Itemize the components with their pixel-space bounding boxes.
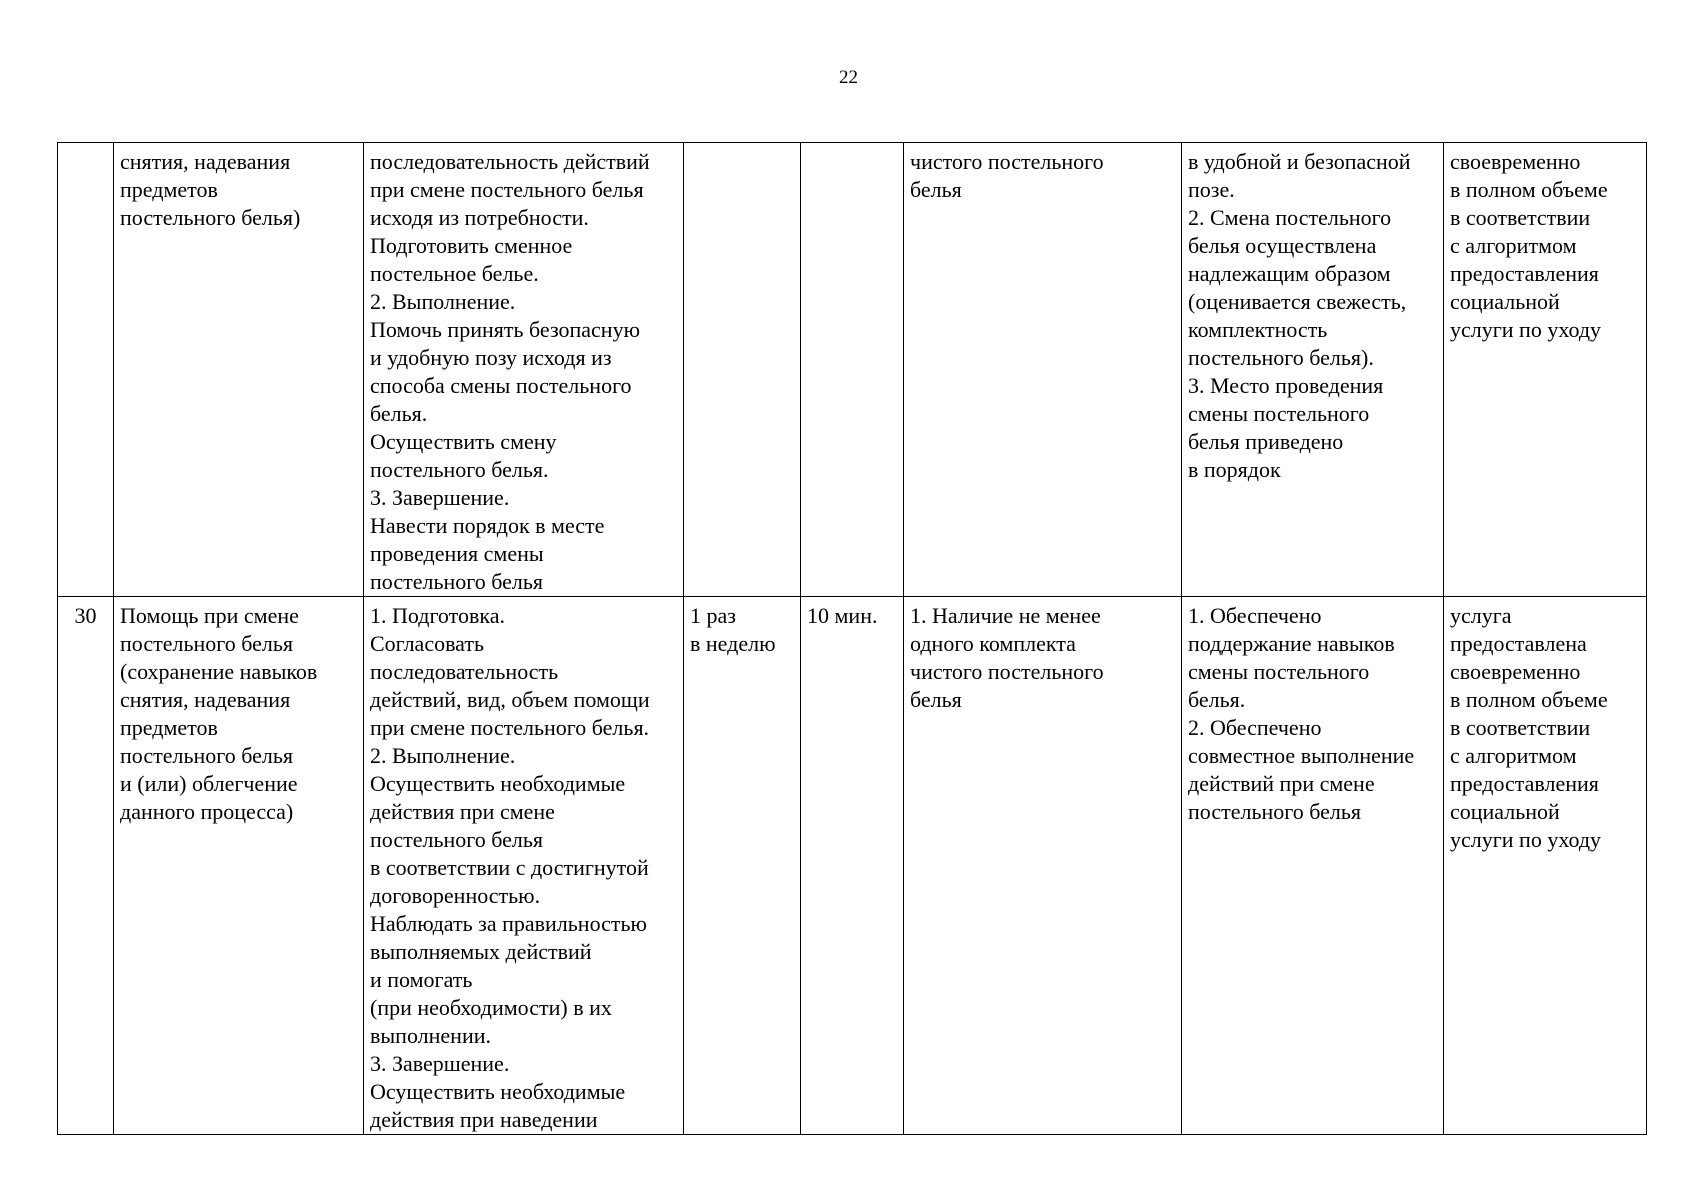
cell-text-line: Осуществить смену (370, 429, 557, 454)
table-row (58, 143, 1647, 597)
cell-service-name (114, 597, 364, 1135)
cell-text-line: одного комплекта (910, 631, 1076, 656)
cell-text-line: постельного белья) (120, 205, 301, 230)
cell-frequency (684, 143, 801, 597)
cell-text-line: снятия, надевания (120, 687, 291, 712)
cell-text-line: предоставления (1450, 261, 1599, 286)
cell-text-line: действия при смене (370, 799, 555, 824)
cell-frequency (684, 597, 801, 1135)
cell-text-line: комплектность (1188, 317, 1328, 342)
cell-text-line: при смене постельного белья (370, 177, 644, 202)
cell-text-line: социальной (1450, 289, 1560, 314)
cell-text-line: снятия, надевания (120, 149, 291, 174)
cell-text-line: услуга (1450, 603, 1512, 628)
cell-text-line: договоренностью. (370, 883, 541, 908)
cell-text-line: 3. Завершение. (370, 1051, 510, 1076)
cell-text-line: проведения смены (370, 541, 544, 566)
cell-text-line: 2. Обеспечено (1188, 715, 1322, 740)
cell-text-line: смены постельного (1188, 659, 1370, 684)
cell-text-line: последовательность (370, 659, 559, 684)
cell-text-line: совместное выполнение (1188, 743, 1415, 768)
cell-text-line: в порядок (1188, 457, 1281, 482)
cell-number: 30 (58, 597, 114, 1135)
cell-text-line: 2. Смена постельного (1188, 205, 1392, 230)
cell-text-line: постельного белья. (370, 457, 549, 482)
cell-text-line: Осуществить необходимые (370, 771, 626, 796)
cell-text-line: (сохранение навыков (120, 659, 318, 684)
cell-text-line: белья. (370, 401, 428, 426)
cell-text-line: белья (910, 177, 962, 202)
cell-text-line: и удобную позу исходя из (370, 345, 612, 370)
cell-text-line: белья (910, 687, 962, 712)
cell-text-line: позе. (1188, 177, 1235, 202)
cell-text-line: в соответствии (1450, 715, 1591, 740)
cell-text-line: предметов (120, 715, 218, 740)
cell-text-line: своевременно (1450, 149, 1581, 174)
cell-text-line: Подготовить сменное (370, 233, 573, 258)
cell-text-line: предметов (120, 177, 218, 202)
cell-service-content (364, 143, 684, 597)
page-number: 22 (839, 67, 858, 88)
cell-text-line: чистого постельного (910, 149, 1104, 174)
cell-text-line: услуги по уходу (1450, 317, 1602, 342)
cell-text-line: предоставления (1450, 771, 1599, 796)
cell-text-line: в удобной и безопасной (1188, 149, 1411, 174)
table-row (58, 597, 1647, 1135)
cell-text-line: Согласовать (370, 631, 485, 656)
cell-text-line: 3. Место проведения (1188, 373, 1384, 398)
cell-text-line: 1. Обеспечено (1188, 603, 1322, 628)
cell-text-line: 10 мин. (807, 603, 878, 628)
cell-text-line: действий, вид, объем помощи (370, 687, 650, 712)
cell-text-line: услуги по уходу (1450, 827, 1602, 852)
cell-text-line: белья. (1188, 687, 1246, 712)
cell-text-line: и (или) облегчение (120, 771, 298, 796)
cell-text-line: действия при наведении (370, 1107, 598, 1132)
cell-text-line: данного процесса) (120, 799, 294, 824)
cell-text-line: постельного белья (370, 827, 544, 852)
cell-text-line: 1 раз (690, 603, 736, 628)
cell-text-line: постельного белья). (1188, 345, 1374, 370)
cell-text-line: белья осуществлена (1188, 233, 1377, 258)
cell-text-line: Наблюдать за правильностью (370, 911, 647, 936)
cell-service-content (364, 597, 684, 1135)
cell-text-line: 1. Подготовка. (370, 603, 505, 628)
cell-text-line: постельного белья (370, 569, 544, 594)
cell-text-line: чистого постельного (910, 659, 1104, 684)
cell-text-line: (оценивается свежесть, (1188, 289, 1407, 314)
cell-text-line: Навести порядок в месте (370, 513, 605, 538)
cell-text-line: с алгоритмом (1450, 743, 1577, 768)
cell-quality-indicators (1182, 143, 1444, 597)
cell-text-line: смены постельного (1188, 401, 1370, 426)
cell-text-line: надлежащим образом (1188, 261, 1391, 286)
cell-result-evaluation (1444, 597, 1647, 1135)
cell-text-line: (при необходимости) в их (370, 995, 612, 1020)
cell-duration (801, 597, 904, 1135)
cell-text-line: 2. Выполнение. (370, 743, 516, 768)
cell-text-line: в полном объеме (1450, 177, 1608, 202)
cell-text-line: в соответствии (1450, 205, 1591, 230)
cell-text-line: поддержание навыков (1188, 631, 1395, 656)
cell-text-line: постельного белья (1188, 799, 1362, 824)
cell-text-line: выполнении. (370, 1023, 491, 1048)
cell-text-line: при смене постельного белья. (370, 715, 650, 740)
cell-text-line: 3. Завершение. (370, 485, 510, 510)
cell-duration (801, 143, 904, 597)
cell-text-line: 2. Выполнение. (370, 289, 516, 314)
table-body (58, 143, 1647, 1135)
cell-text-line: постельное белье. (370, 261, 539, 286)
cell-number (58, 143, 114, 597)
cell-text-line: и помогать (370, 967, 473, 992)
cell-text-line: Помощь при смене (120, 603, 299, 628)
cell-result-evaluation (1444, 143, 1647, 597)
cell-text-line: 1. Наличие не менее (910, 603, 1101, 628)
cell-text-line: постельного белья (120, 631, 294, 656)
services-table (57, 142, 1647, 1135)
cell-text-line: Осуществить необходимые (370, 1079, 626, 1104)
cell-text-line: своевременно (1450, 659, 1581, 684)
cell-text-line: белья приведено (1188, 429, 1344, 454)
cell-text-line: в полном объеме (1450, 687, 1608, 712)
cell-text-line: предоставлена (1450, 631, 1587, 656)
cell-text-line: в соответствии с достигнутой (370, 855, 649, 880)
cell-text-line: Помочь принять безопасную (370, 317, 641, 342)
cell-text-line: исходя из потребности. (370, 205, 589, 230)
cell-text-line: социальной (1450, 799, 1560, 824)
cell-text-line: последовательность действий (370, 149, 650, 174)
cell-service-name (114, 143, 364, 597)
cell-text-line: способа смены постельного (370, 373, 632, 398)
cell-conditions (904, 143, 1182, 597)
cell-text-line: выполняемых действий (370, 939, 592, 964)
cell-text-line: с алгоритмом (1450, 233, 1577, 258)
cell-conditions (904, 597, 1182, 1135)
cell-text-line: в неделю (690, 631, 776, 656)
cell-text-line: постельного белья (120, 743, 294, 768)
cell-quality-indicators (1182, 597, 1444, 1135)
cell-text-line: действий при смене (1188, 771, 1375, 796)
